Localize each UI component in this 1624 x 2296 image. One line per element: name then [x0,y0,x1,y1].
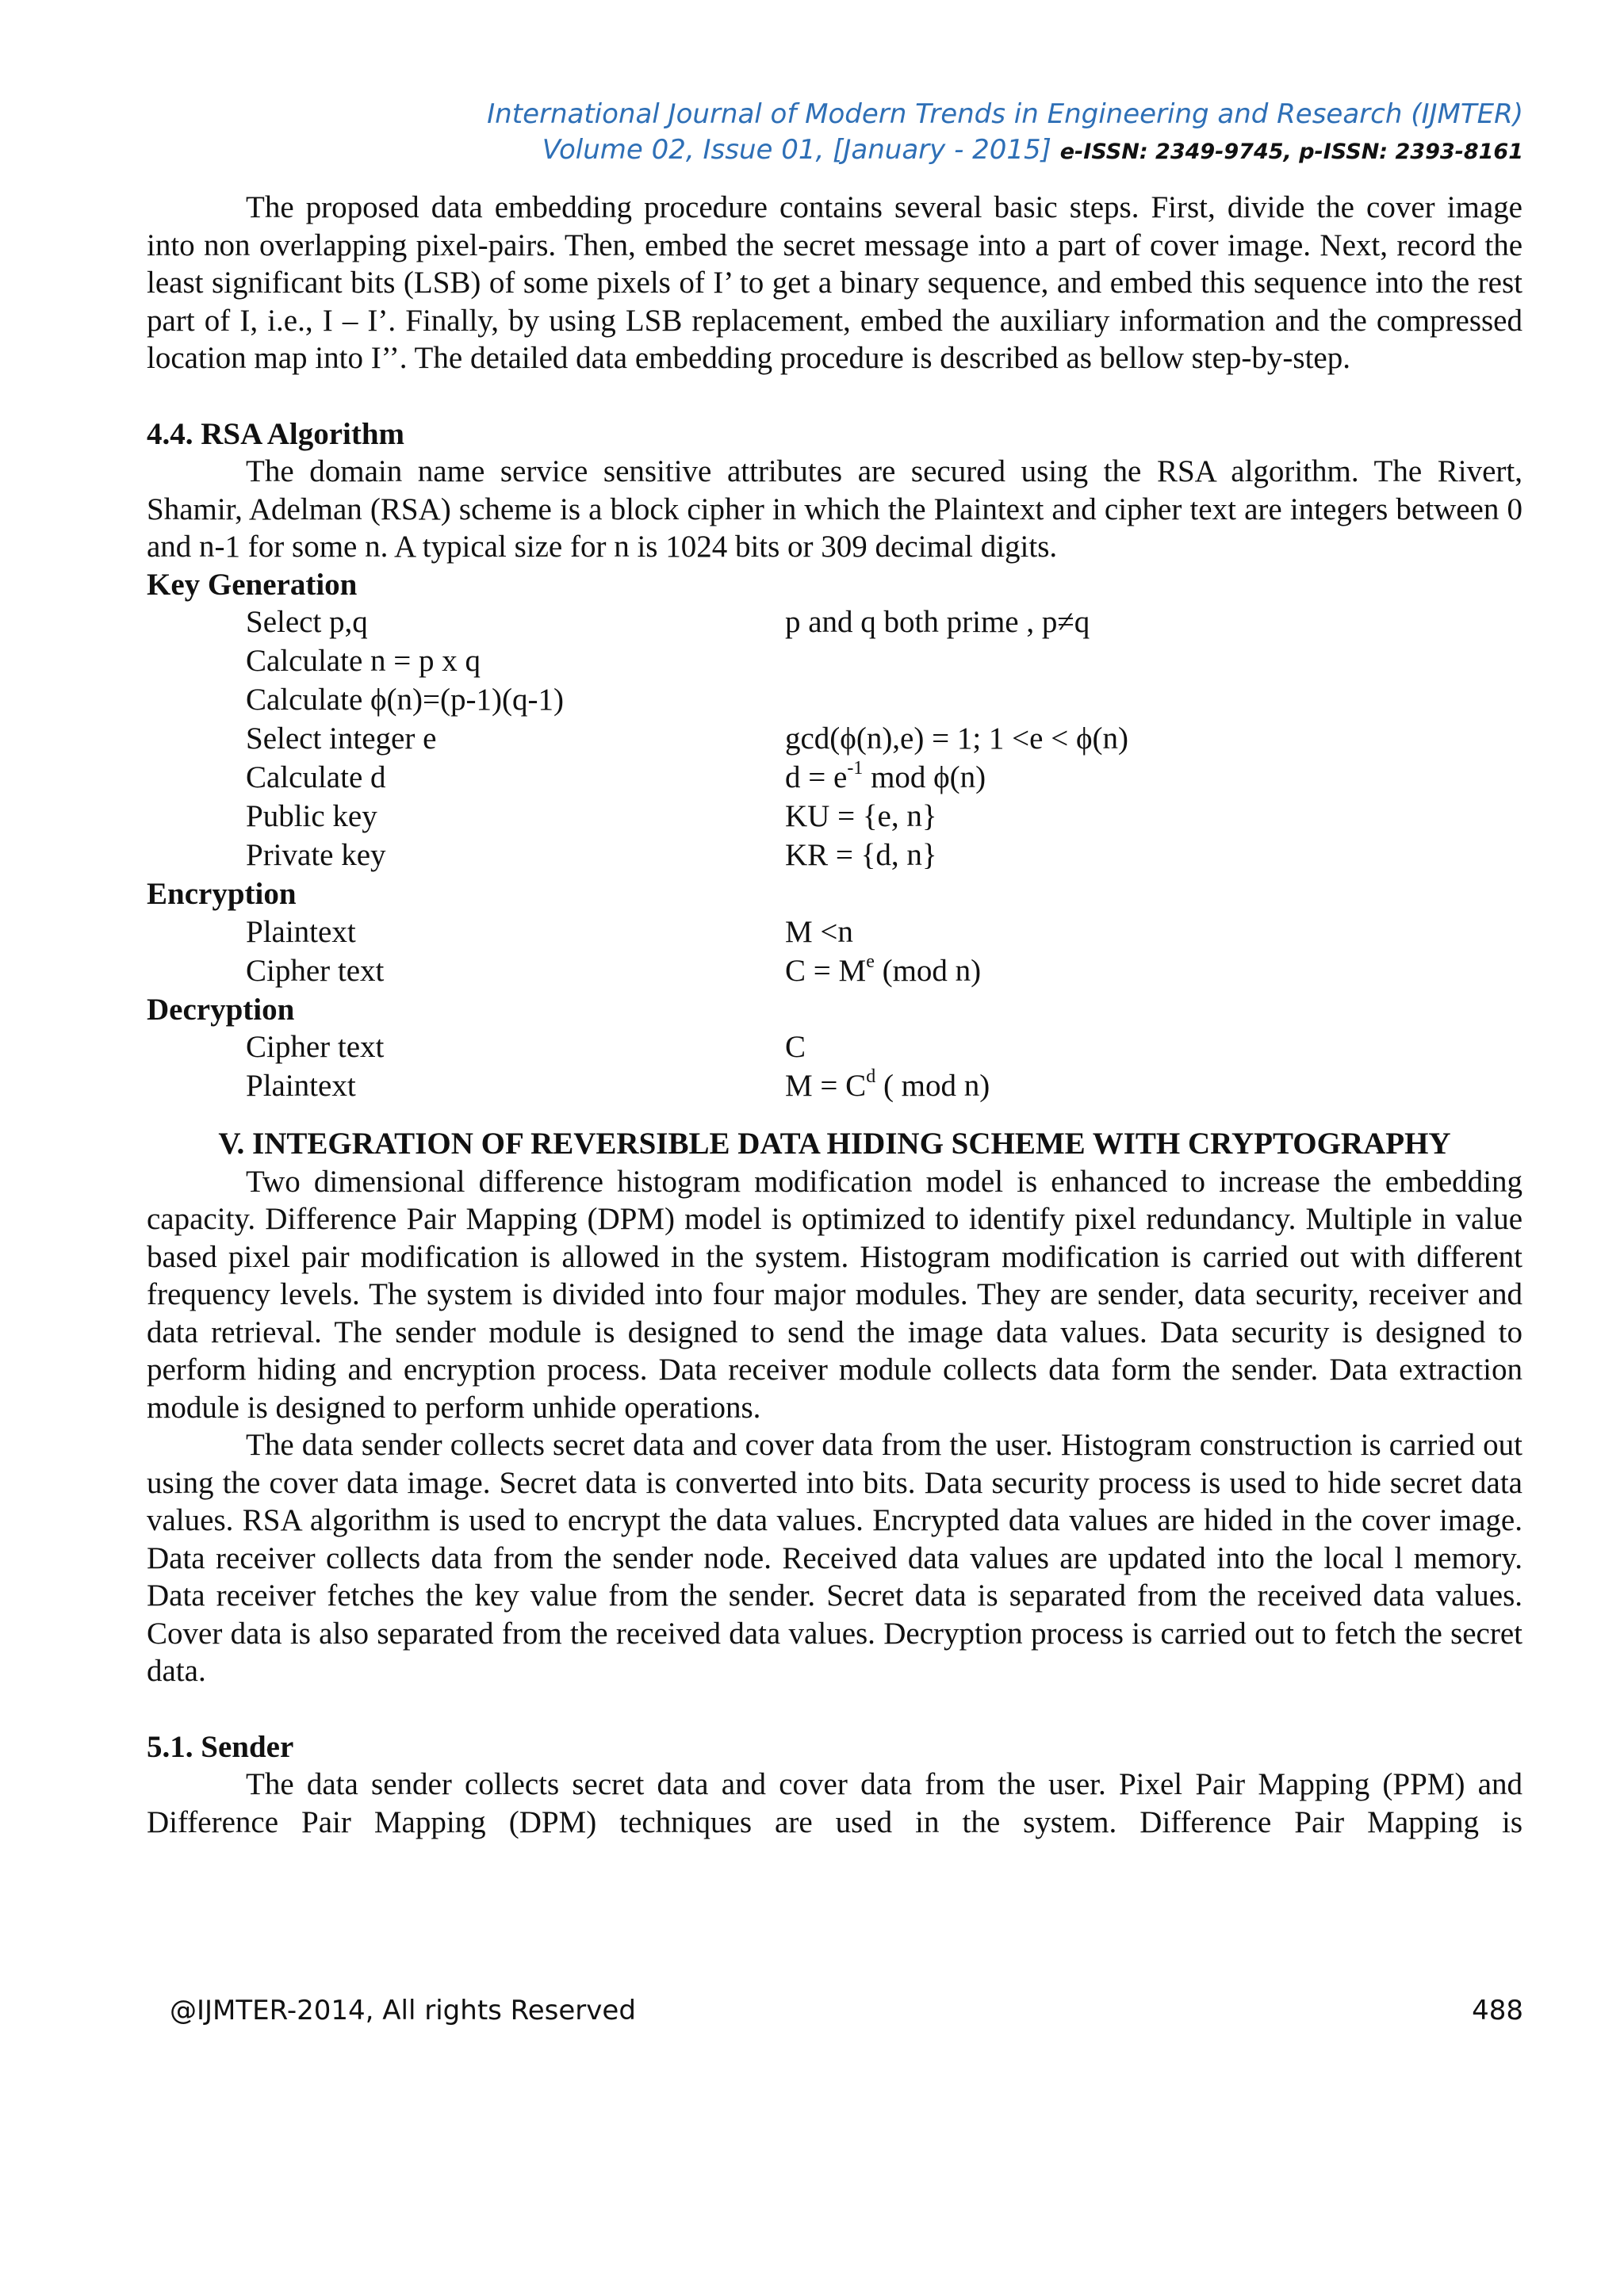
rsa-heading: 4.4. RSA Algorithm [147,416,405,451]
decryption-heading: Decryption [147,992,295,1027]
copyright: @IJMTER-2014, All rights Reserved [170,1995,636,2026]
keygen-row [147,642,1522,681]
journal-title: International Journal of Modern Trends in Engineering and Research (IJMTER) [487,98,1523,130]
keygen-formula: $d = e^{-1}$ mod ϕ(n) [785,758,986,794]
keygen-step: Public key [246,799,377,833]
keygen-formula: gcd(ϕ(n),e) = 1; 1 <e < ϕ(n) [785,721,1128,756]
encryption-step: Cipher text [246,953,385,988]
decryption-formula: $M = C^d$ ( mod n) [785,1066,990,1103]
keygen-row [147,759,1522,798]
intro-paragraph: The proposed data embedding procedure contains several basic steps. First, divide the cover image into non overlapping pixel-pairs. Then, embed the secret message into a part of cover image. Next, record the least significant bits (LSB) of some pixels of I’ to get a binary sequence, and embed this sequence into the rest part of I, i.e., I – I’. Finally, by using LSB replacement, embed the auxiliary information and the compressed location map into I’’. The detailed data embedding procedure is described as bellow step-by-step. [147,190,1522,375]
volume-issue: Volume 02, Issue 01, [January - 2015] [542,134,1051,166]
section-v-paragraph-1: Two dimensional difference histogram modification model is enhanced to increase the embedding capacity. Difference Pair Mapping (DPM) model is optimized to identify pixel redundancy. Multiple in value based pixel pair modification is allowed in the system. Histogram modification is carried out with different frequency levels. The system is divided into four major modules. They are sender, data security, receiver and data retrieval. The sender module is designed to send the image data values. Data security is designed to perform hiding and encryption process. Data receiver module collects data form the sender. Data extraction module is designed to perform unhide operations. [147,1164,1522,1425]
keygen-step: Calculate d [246,760,386,794]
page-body [147,189,1522,1841]
page-footer [170,1995,1523,2026]
journal-volume [487,132,1523,170]
encryption-row [147,952,1522,991]
keygen-step: Select p,q [246,605,368,639]
keygen-step: Private key [246,838,386,872]
decryption-step: Cipher text [246,1030,385,1064]
encryption-formula: M <n [785,914,853,949]
decryption-row [147,1067,1522,1106]
encryption-step: Plaintext [246,914,356,949]
keygen-formula: p and q both prime , p≠q [785,605,1090,639]
rsa-paragraph: The domain name service sensitive attributes are secured using the RSA algorithm. The Rivert, Shamir, Adelman (RSA) scheme is a block cipher in which the Plaintext and cipher text are integers between 0 and n-1 for some n. A typical size for n is 1024 bits or 309 decimal digits. [147,454,1522,564]
journal-header [487,97,1523,170]
keygen-row [147,836,1522,875]
keygen-step: Select integer e [246,721,437,756]
decryption-row [147,1028,1522,1067]
decryption-formula: C [785,1030,806,1064]
keygen-row [147,720,1522,759]
encryption-row [147,913,1522,952]
keygen-row [147,603,1522,642]
keygen-heading: Key Generation [147,567,358,602]
sender-heading: 5.1. Sender [147,1729,294,1764]
encryption-heading: Encryption [147,877,297,911]
page-number: 488 [1472,1995,1523,2026]
encryption-formula: $C = M^e$ (mod n) [785,951,982,988]
keygen-row [147,798,1522,836]
decryption-step: Plaintext [246,1069,356,1103]
section-v-paragraph-2: The data sender collects secret data and cover data from the user. Histogram construction is carried out using the cover data image. Secret data is converted into bits. Data security process is used to hide secret data values. RSA algorithm is used to encrypt the data values. Encrypted data values are hided in the cover image. Data receiver collects data from the sender node. Received data values are updated into the local l memory. Data receiver fetches the key value from the sender. Secret data is separated from the received data values. Cover data is also separated from the received data values. Decryption process is carried out to fetch the secret data. [147,1428,1522,1688]
sender-paragraph: The data sender collects secret data and cover data from the user. Pixel Pair Mapping (PPM) and Difference Pair Mapping (DPM) techniques are used in the system. Difference Pair Mapping is [147,1767,1522,1839]
keygen-formula: KU = {e, n} [785,799,937,833]
keygen-step: Calculate n = p x q [246,644,481,678]
keygen-step: Calculate ϕ(n)=(p-1)(q-1) [246,683,564,717]
issn: e-ISSN: 2349-9745, p-ISSN: 2393-8161 [1059,140,1523,164]
keygen-row [147,681,1522,720]
section-v-heading: V. INTEGRATION OF REVERSIBLE DATA HIDING SCHEME WITH CRYPTOGRAPHY [218,1127,1451,1161]
keygen-formula: KR = {d, n} [785,838,937,872]
